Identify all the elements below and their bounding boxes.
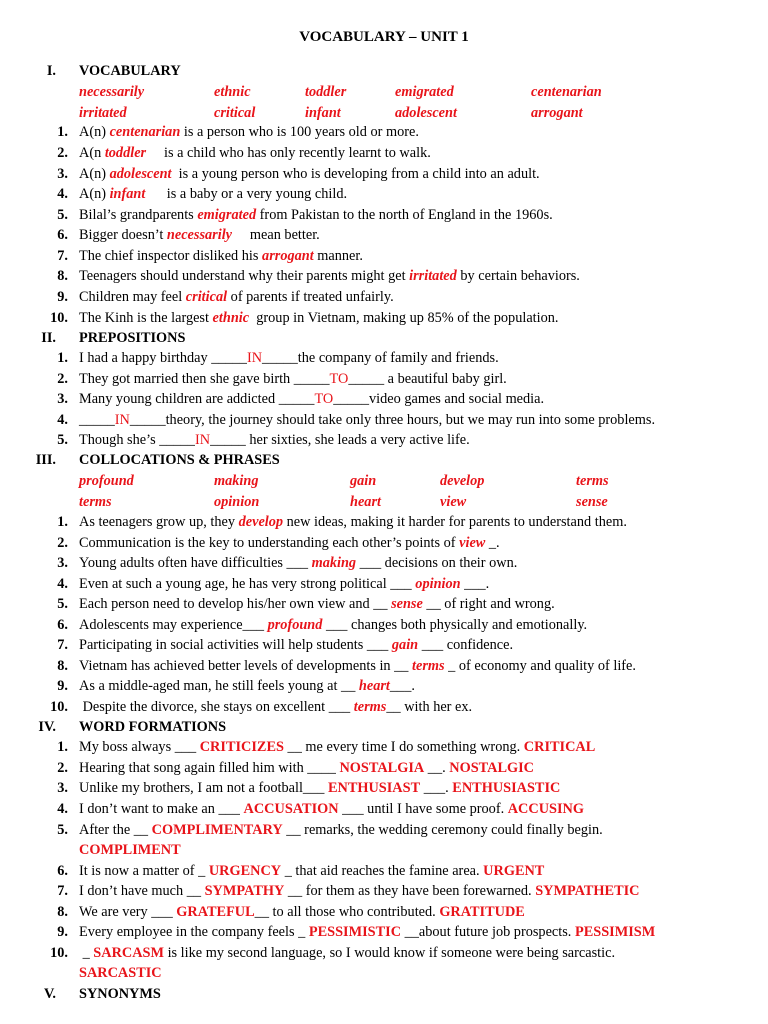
item-text: _ SARCASM is like my second language, so I would know if someone were being sarcastic.: [79, 945, 616, 961]
exercise-item: [0, 656, 768, 676]
item-text: Unlike my brothers, I am not a football___ ENTHUSIAST ___. ENTHUSIASTIC: [79, 780, 561, 796]
answer: ACCUSATION: [243, 801, 339, 817]
item-text: We are very ___ GRATEFUL__ to all those who contributed. GRATITUDE: [79, 904, 525, 920]
item-text: A(n) infant is a baby or a very young child.: [79, 186, 348, 202]
item-number: 10.: [50, 310, 68, 326]
item-text: The Kinh is the largest ethnic group in Vietnam, making up 85% of the population.: [79, 310, 559, 326]
item-number: 2.: [57, 760, 68, 776]
item-text: My boss always ___ CRITICIZES __ me every time I do something wrong. CRITICAL: [79, 739, 596, 755]
item-text: I don’t have much __ SYMPATHY __ for them as they have been forewarned. SYMPATHETIC: [79, 883, 640, 899]
answer: gain: [391, 637, 419, 653]
root-word: COMPLIMENT: [79, 842, 181, 858]
item-text: Each person need to develop his/her own view and __ sense __ of right and wrong.: [79, 596, 555, 612]
section-number: IV.: [38, 719, 56, 735]
root-word: NOSTALGIC: [449, 760, 535, 776]
answer: irritated: [409, 268, 457, 284]
exercise-item: [0, 758, 768, 778]
exercise-item: [0, 861, 768, 881]
item-number: 4.: [57, 412, 68, 428]
answer: opinion: [415, 576, 461, 592]
item-number: 8.: [57, 904, 68, 920]
word-bank-item: adolescent: [395, 105, 457, 121]
section-title: PREPOSITIONS: [79, 330, 186, 346]
root-word: URGENT: [483, 863, 545, 879]
answer: NOSTALGIA: [339, 760, 425, 776]
item-number: 1.: [57, 124, 68, 140]
exercise-item: [0, 369, 768, 389]
section-heading-word-formations: [0, 717, 768, 737]
item-text: Even at such a young age, he has very strong political ___ opinion ___.: [79, 576, 490, 592]
answer: view: [459, 535, 486, 551]
item-text: As a middle-aged man, he still feels young at __ heart___.: [79, 678, 415, 694]
root-word: SARCASTIC: [79, 965, 162, 981]
exercise-item: [0, 266, 768, 286]
item-number: 5.: [57, 207, 68, 223]
section-heading-collocations: [0, 450, 768, 470]
item-number: 4.: [57, 576, 68, 592]
exercise-item: [0, 164, 768, 184]
answer: IN: [194, 432, 211, 448]
exercise-item: [0, 635, 768, 655]
word-bank-item: view: [440, 494, 467, 510]
answer: critical: [185, 289, 228, 305]
item-text: Vietnam has achieved better levels of developments in __ terms _ of economy and quality of life.: [79, 658, 636, 674]
answer: making: [311, 555, 357, 571]
item-text: Adolescents may experience___ profound ___ changes both physically and emotionally.: [79, 617, 588, 633]
section-title: COLLOCATIONS & PHRASES: [79, 452, 280, 468]
answer: arrogant: [262, 248, 314, 264]
item-number: 8.: [57, 268, 68, 284]
answer: COMPLIMENTARY: [151, 822, 283, 838]
exercise-item: [0, 553, 768, 573]
item-text: A(n toddler is a child who has only recently learnt to walk.: [79, 145, 431, 161]
answer: sense: [391, 596, 423, 612]
root-word: ACCUSING: [507, 801, 584, 817]
item-text: Communication is the key to understanding each other’s points of view _.: [79, 535, 500, 551]
answer: CRITICIZES: [199, 739, 284, 755]
item-number: 3.: [57, 166, 68, 182]
word-bank-item: develop: [440, 473, 485, 489]
word-bank-item: toddler: [305, 84, 347, 100]
word-bank-item: critical: [214, 105, 256, 121]
answer: ethnic: [212, 310, 250, 326]
item-number: 9.: [57, 678, 68, 694]
root-word: SYMPATHETIC: [535, 883, 640, 899]
exercise-item: [0, 122, 768, 142]
exercise-item: [0, 348, 768, 368]
item-text: Bigger doesn’t necessarily mean better.: [79, 227, 320, 243]
root-word: PESSIMISM: [574, 924, 656, 940]
word-bank-item: infant: [305, 105, 341, 121]
answer: ENTHUSIAST: [327, 780, 421, 796]
exercise-item: [0, 246, 768, 266]
item-text: _____IN_____theory, the journey should take only three hours, but we may run into some problems.: [79, 412, 656, 428]
exercise-item: [0, 943, 768, 963]
section-number: I.: [46, 63, 56, 79]
root-word: ENTHUSIASTIC: [452, 780, 561, 796]
item-text: A(n) adolescent is a young person who is developing from a child into an adult.: [79, 166, 540, 182]
exercise-item: [0, 676, 768, 696]
answer: TO: [329, 371, 349, 387]
exercise-item: [0, 225, 768, 245]
item-number: 4.: [57, 801, 68, 817]
exercise-item: [0, 820, 768, 840]
section-title: SYNONYMS: [79, 986, 161, 1002]
answer: IN: [246, 350, 263, 366]
exercise-item: [0, 533, 768, 553]
exercise-item: [0, 615, 768, 635]
item-text: Bilal’s grandparents emigrated from Pakistan to the north of England in the 1960s.: [79, 207, 553, 223]
exercise-item: [0, 143, 768, 163]
word-bank-item: profound: [79, 473, 134, 489]
word-bank-row: [0, 471, 768, 491]
exercise-item: [0, 205, 768, 225]
section-number: II.: [41, 330, 56, 346]
answer: TO: [314, 391, 334, 407]
item-text: I don’t want to make an ___ ACCUSATION ___ until I have some proof. ACCUSING: [79, 801, 584, 817]
item-text: Every employee in the company feels _ PESSIMISTIC __about future job prospects. PESSIMISM: [79, 924, 656, 940]
item-number: 2.: [57, 371, 68, 387]
answer: heart: [358, 678, 390, 694]
section-heading-synonyms: [0, 984, 768, 1004]
answer: toddler: [104, 145, 147, 161]
answer: IN: [114, 412, 130, 428]
item-text: Hearing that song again filled him with ____ NOSTALGIA __. NOSTALGIC: [79, 760, 535, 776]
item-number: 1.: [57, 739, 68, 755]
item-number: 8.: [57, 658, 68, 674]
exercise-item: [0, 737, 768, 757]
exercise-item: [0, 308, 768, 328]
answer: GRATEFUL: [176, 904, 255, 920]
exercise-item: [0, 799, 768, 819]
exercise-item: [0, 184, 768, 204]
word-bank-item: terms: [79, 494, 112, 510]
item-text: As teenagers grow up, they develop new ideas, making it harder for parents to understand them.: [79, 514, 627, 530]
item-text: Many young children are addicted _____TO_____video games and social media.: [79, 391, 545, 407]
word-bank-item: gain: [350, 473, 377, 489]
item-number: 5.: [57, 822, 68, 838]
item-number: 1.: [57, 514, 68, 530]
item-text: They got married then she gave birth _____TO_____ a beautiful baby girl.: [79, 371, 507, 387]
item-number: 7.: [57, 248, 68, 264]
answer: terms: [353, 699, 387, 715]
item-number: 5.: [57, 596, 68, 612]
answer: profound: [267, 617, 323, 633]
item-number: 3.: [57, 391, 68, 407]
exercise-item: [0, 389, 768, 409]
word-bank-row: [0, 82, 768, 102]
word-bank-item: opinion: [214, 494, 260, 510]
answer: necessarily: [166, 227, 233, 243]
exercise-item: [0, 778, 768, 798]
item-number: 5.: [57, 432, 68, 448]
answer: emigrated: [197, 207, 257, 223]
word-bank-item: heart: [350, 494, 381, 510]
word-bank-item: centenarian: [531, 84, 602, 100]
word-bank-row: [0, 492, 768, 512]
item-number: 1.: [57, 350, 68, 366]
answer: SYMPATHY: [204, 883, 285, 899]
root-word: CRITICAL: [523, 739, 596, 755]
root-word: GRATITUDE: [439, 904, 525, 920]
exercise-item: [0, 881, 768, 901]
item-number: 9.: [57, 289, 68, 305]
answer: adolescent: [109, 166, 172, 182]
answer: terms: [412, 658, 445, 674]
item-number: 3.: [57, 780, 68, 796]
item-number: 6.: [57, 617, 68, 633]
item-text: Young adults often have difficulties ___ making ___ decisions on their own.: [79, 555, 518, 571]
section-title: WORD FORMATIONS: [79, 719, 227, 735]
word-bank-item: necessarily: [79, 84, 145, 100]
word-bank-item: ethnic: [214, 84, 251, 100]
item-number: 10.: [50, 945, 68, 961]
item-number: 4.: [57, 186, 68, 202]
exercise-item: [0, 410, 768, 430]
item-text: The chief inspector disliked his arrogant manner.: [79, 248, 363, 264]
exercise-item: [0, 430, 768, 450]
answer: infant: [109, 186, 146, 202]
section-number: V.: [43, 986, 56, 1002]
section-heading-prepositions: [0, 328, 768, 348]
answer: develop: [238, 514, 284, 530]
answer: PESSIMISTIC: [308, 924, 402, 940]
item-text: It is now a matter of _ URGENCY _ that aid reaches the famine area. URGENT: [79, 863, 545, 879]
answer: SARCASM: [93, 945, 164, 961]
item-number: 2.: [57, 145, 68, 161]
item-number: 7.: [57, 637, 68, 653]
exercise-item: [0, 287, 768, 307]
item-number: 6.: [57, 863, 68, 879]
item-text: After the __ COMPLIMENTARY __ remarks, the wedding ceremony could finally begin.: [79, 822, 603, 838]
item-text: Despite the divorce, she stays on excellent ___ terms__ with her ex.: [79, 699, 473, 715]
exercise-item: [0, 512, 768, 532]
item-number: 9.: [57, 924, 68, 940]
exercise-item: [0, 922, 768, 942]
answer: centenarian: [109, 124, 181, 140]
item-number: 7.: [57, 883, 68, 899]
section-title: VOCABULARY: [79, 63, 181, 79]
exercise-item: [0, 594, 768, 614]
item-number: 6.: [57, 227, 68, 243]
item-number: 2.: [57, 535, 68, 551]
word-bank-item: making: [214, 473, 259, 489]
item-number: 10.: [50, 699, 68, 715]
section-heading-vocabulary: [0, 61, 768, 81]
word-bank-item: terms: [576, 473, 609, 489]
item-text: Children may feel critical of parents if treated unfairly.: [79, 289, 394, 305]
word-bank-row: [0, 103, 768, 123]
section-number: III.: [35, 452, 56, 468]
word-bank-item: emigrated: [395, 84, 454, 100]
exercise-item: [0, 902, 768, 922]
item-text: Though she’s _____IN_____ her sixties, she leads a very active life.: [79, 432, 470, 448]
item-text: I had a happy birthday _____IN_____the company of family and friends.: [79, 350, 499, 366]
exercise-item: [0, 697, 768, 717]
item-text: A(n) centenarian is a person who is 100 years old or more.: [79, 124, 419, 140]
item-text: Teenagers should understand why their parents might get irritated by certain behaviors.: [79, 268, 580, 284]
item-number: 3.: [57, 555, 68, 571]
page-title: VOCABULARY – UNIT 1: [299, 29, 469, 45]
answer: URGENCY: [208, 863, 282, 879]
exercise-item: [0, 574, 768, 594]
word-bank-item: sense: [576, 494, 608, 510]
word-bank-item: arrogant: [531, 105, 583, 121]
word-bank-item: irritated: [79, 105, 127, 121]
item-text: Participating in social activities will help students ___ gain ___ confidence.: [79, 637, 514, 653]
